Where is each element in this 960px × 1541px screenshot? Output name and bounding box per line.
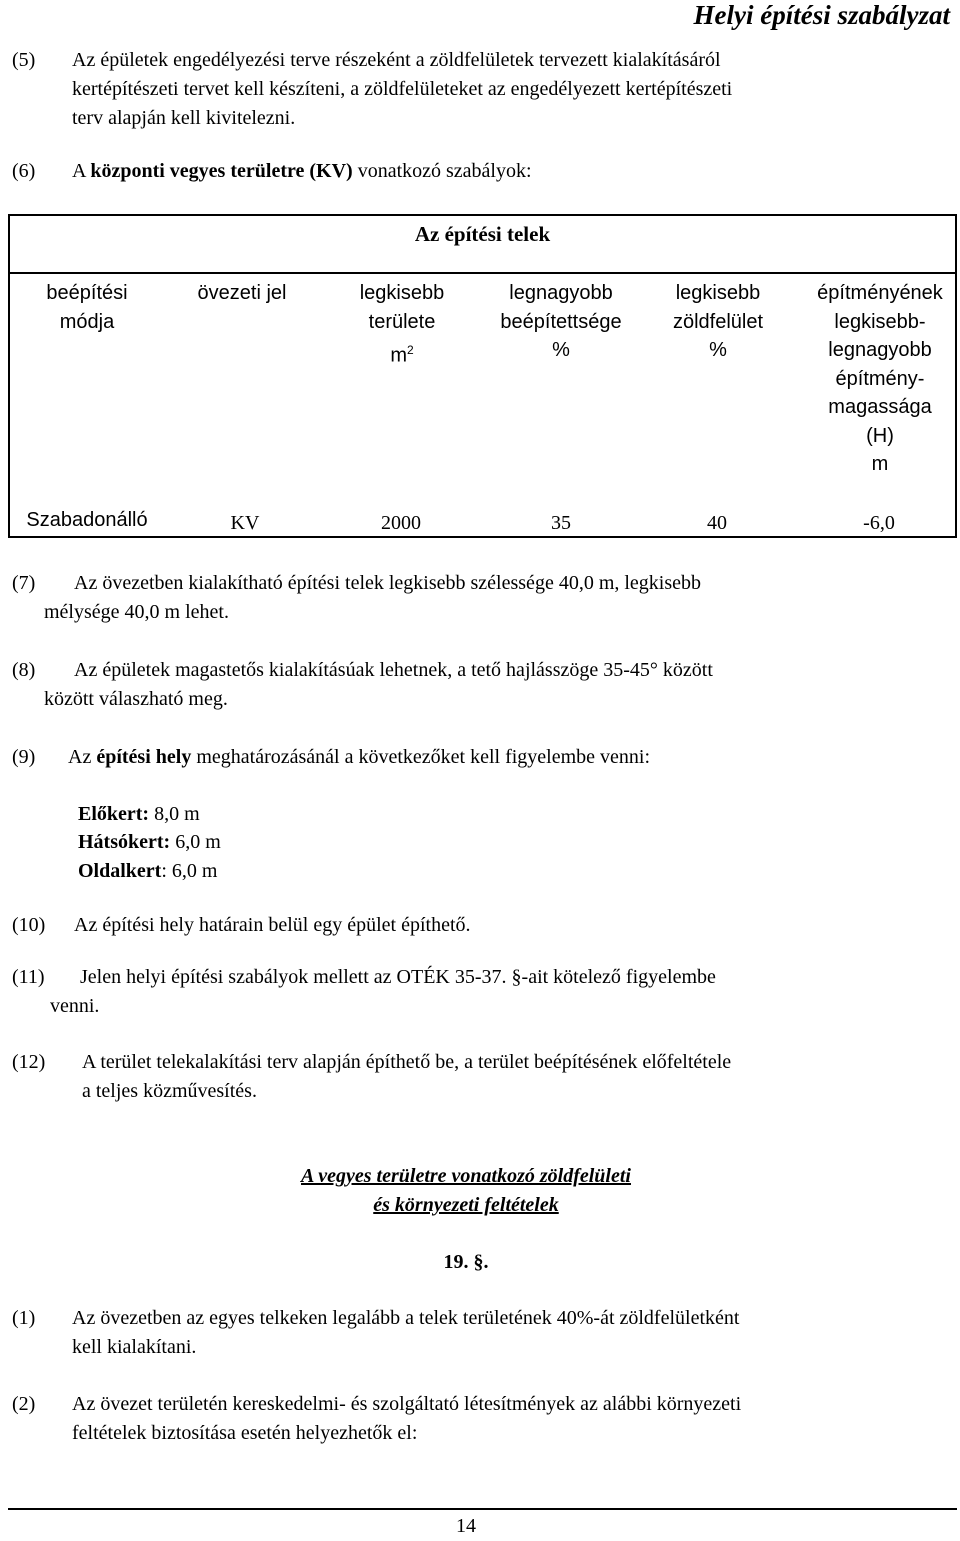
table-cell: Szabadonálló: [26, 509, 148, 531]
paragraph-number: (8): [12, 659, 36, 681]
header-line: építmény-: [835, 367, 925, 390]
column-header: [800, 279, 960, 479]
setback-line: [78, 828, 221, 857]
table-cell: KV: [230, 512, 260, 534]
header-line: legkisebb: [675, 282, 761, 304]
paragraph-line: venni.: [50, 995, 100, 1017]
paragraph-line: Jelen helyi építési szabályok mellett az OTÉK 35-37. §-ait kötelező figyelembe: [80, 966, 716, 988]
section-title: és környezeti feltételek: [373, 1194, 559, 1216]
paragraph-number: (1): [12, 1307, 36, 1329]
header-line: beépítési: [46, 282, 128, 304]
paragraph-line: [72, 157, 532, 186]
paragraph-line: [68, 743, 650, 772]
column-header: [172, 279, 312, 308]
header-line: %: [709, 339, 727, 361]
setback-label: Oldalkert: [78, 860, 162, 882]
paragraph-line: Az övezetben az egyes telkeken legalább a telek területének 40%-át zöldfelületként: [72, 1307, 740, 1329]
paragraph-line: Az építési hely határain belül egy épület építhető.: [74, 914, 471, 936]
setback-line: [78, 800, 200, 829]
unit-text: m: [390, 344, 407, 367]
header-line: [332, 336, 472, 370]
table-cell: 2000: [381, 512, 421, 534]
header-line: legnagyobb: [828, 339, 932, 361]
paragraph-number: (6): [12, 160, 36, 182]
setback-label: Hátsókert:: [78, 831, 171, 853]
page-number: 14: [456, 1515, 476, 1537]
section-title: A vegyes területre vonatkozó zöldfelületi: [301, 1165, 631, 1187]
text-span: A: [72, 160, 91, 182]
column-header: [648, 279, 788, 365]
header-line: zöldfelület: [672, 310, 764, 333]
paragraph-line: Az épületek engedélyezési terve részeként a zöldfelületek tervezett kialakításáról: [72, 49, 721, 71]
column-header: [332, 279, 472, 370]
column-header: [22, 279, 152, 336]
header-line: övezeti jel: [197, 282, 287, 304]
paragraph-line: kell kialakítani.: [72, 1336, 197, 1358]
superscript: 2: [406, 343, 414, 357]
paragraph-line: a teljes közművesítés.: [82, 1080, 257, 1102]
paragraph-number: (11): [12, 966, 45, 988]
header-line: építményének: [817, 282, 943, 304]
paragraph-line: Az épületek magastetős kialakításúak lehetnek, a tető hajlásszöge 35-45° között: [74, 659, 713, 681]
table-divider: [8, 272, 957, 274]
header-line: legkisebb: [359, 282, 445, 304]
paragraph-number: (9): [12, 746, 36, 768]
header-line: magassága: [828, 396, 932, 418]
header-line: módja: [59, 310, 115, 333]
paragraph-line: kertépítészeti tervet kell készíteni, a zöldfelületeket az engedélyezett kertépítészeti: [72, 78, 733, 100]
table-cell: 40: [707, 512, 727, 534]
paragraph-line: között válaszható meg.: [44, 688, 228, 710]
paragraph-line: feltételek biztosítása esetén helyezhetők el:: [72, 1422, 418, 1444]
setback-label: Előkert:: [78, 803, 150, 825]
text-span: meghatározásánál a következőket kell figyelembe venni:: [191, 746, 651, 768]
header-line: legkisebb-: [834, 310, 926, 333]
header-line: m: [871, 453, 889, 475]
header-line: területe: [368, 310, 436, 333]
header-line: beépítettsége: [500, 310, 622, 333]
table-cell: 35: [551, 512, 571, 534]
paragraph-line: A terület telekalakítási terv alapján építhető be, a terület beépítésének előfeltétele: [82, 1051, 732, 1073]
table-group-header: Az építési telek: [414, 222, 551, 246]
footer-rule: [8, 1508, 957, 1510]
bold-span: központi vegyes területre (KV): [90, 160, 353, 182]
paragraph-line: Az övezetben kialakítható építési telek legkisebb szélessége 40,0 m, legkisebb: [74, 572, 702, 594]
paragraph-number: (5): [12, 49, 36, 71]
paragraph-number: (7): [12, 572, 36, 594]
paragraph-line: mélysége 40,0 m lehet.: [44, 601, 229, 623]
text-span: vonatkozó szabályok:: [352, 160, 532, 182]
setback-value: 6,0 m: [170, 831, 221, 853]
paragraph-number: (2): [12, 1393, 36, 1415]
running-header: Helyi építési szabályzat: [693, 0, 950, 30]
paragraph-number: (10): [12, 914, 46, 936]
setback-value: 8,0 m: [149, 803, 200, 825]
paragraph-heading: 19. §.: [443, 1251, 489, 1273]
column-header: [486, 279, 636, 365]
text-span: Az: [68, 746, 97, 768]
setback-line: [78, 857, 217, 886]
header-line: (H): [866, 424, 894, 447]
paragraph-number: (12): [12, 1051, 46, 1073]
paragraph-line: terv alapján kell kivitelezni.: [72, 107, 296, 129]
header-line: legnagyobb: [509, 282, 613, 304]
paragraph-line: Az övezet területén kereskedelmi- és szolgáltató létesítmények az alábbi környezeti: [72, 1393, 742, 1415]
bold-span: építési hely: [96, 746, 192, 768]
header-line: %: [552, 339, 570, 361]
setback-value: : 6,0 m: [161, 860, 218, 882]
table-cell: -6,0: [863, 512, 895, 534]
